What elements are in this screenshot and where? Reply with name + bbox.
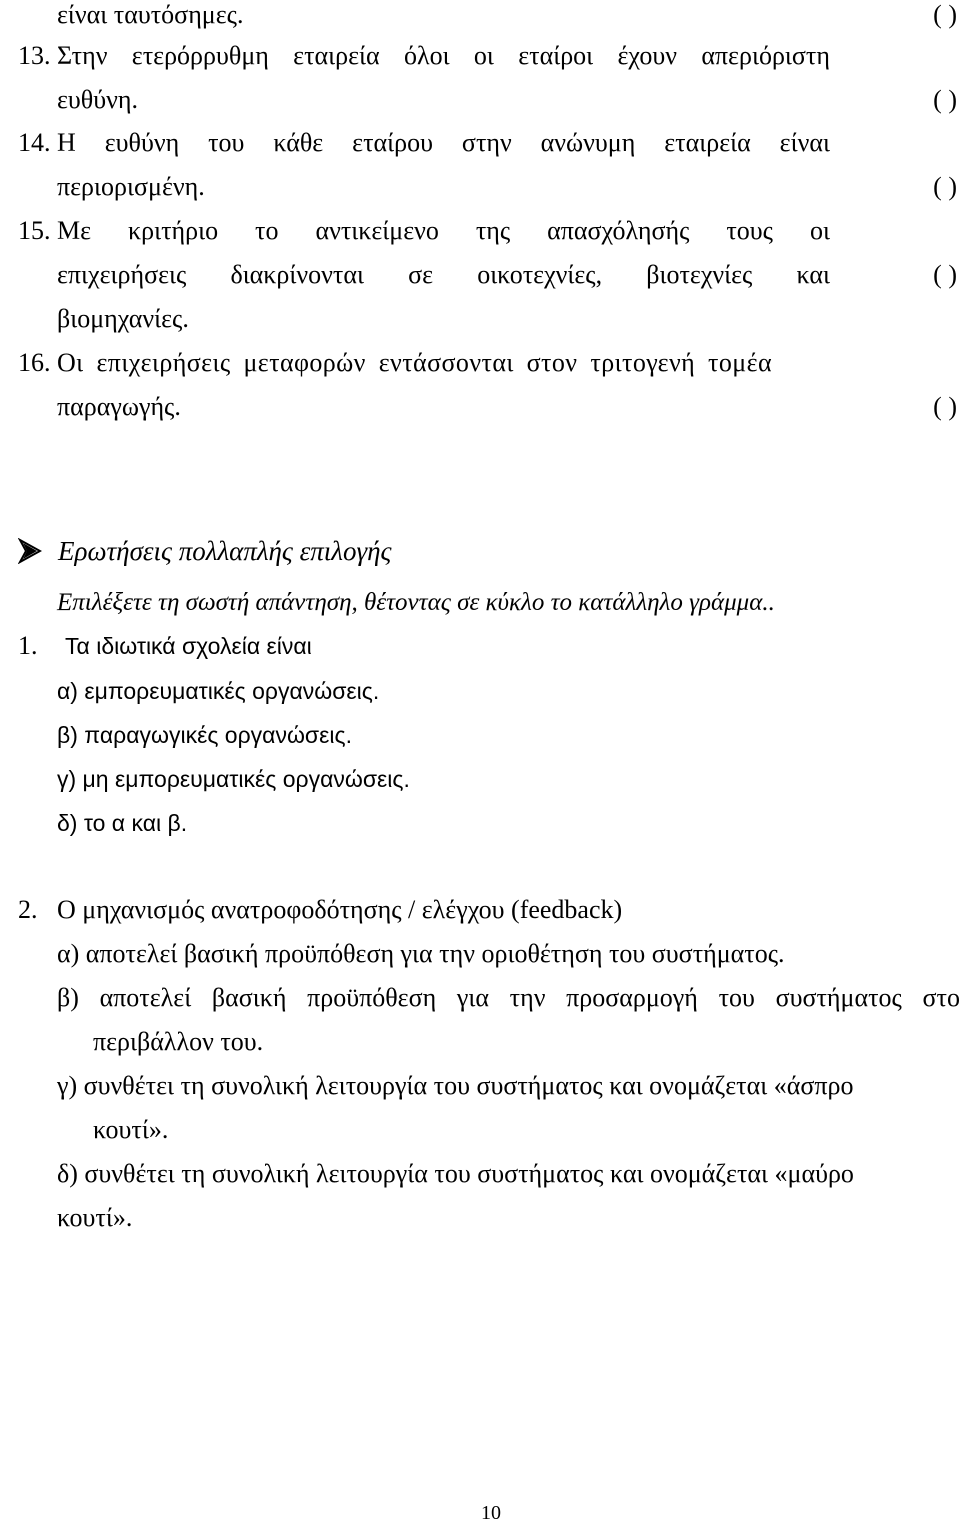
question-number: 1. bbox=[18, 631, 38, 660]
section-heading-row bbox=[18, 535, 392, 567]
word: Η bbox=[57, 128, 76, 157]
word: του bbox=[208, 128, 245, 157]
word: προσαρμογή bbox=[566, 983, 698, 1012]
statement-line: βιομηχανίες. bbox=[57, 304, 189, 333]
statement-line bbox=[57, 216, 830, 246]
word: στο bbox=[922, 983, 960, 1012]
word: στην bbox=[461, 128, 512, 157]
word: Στην bbox=[57, 41, 108, 70]
word: οι bbox=[809, 216, 830, 245]
statement-line: ευθύνη. bbox=[57, 85, 138, 114]
word: διακρίνονται bbox=[230, 260, 364, 289]
word: εταίρου bbox=[352, 128, 433, 157]
word: εταίροι bbox=[518, 41, 594, 70]
word: ανώνυμη bbox=[540, 128, 636, 157]
word: απασχόλησής bbox=[547, 216, 690, 245]
answer-option: γ) συνθέτει τη συνολική λειτουργία του συστήματος και ονομάζεται «άσπρο bbox=[57, 1071, 854, 1100]
word: συστήματος bbox=[775, 983, 902, 1012]
statement-line bbox=[57, 260, 830, 290]
word: τους bbox=[726, 216, 773, 245]
word: β) bbox=[57, 983, 79, 1012]
word: εταιρεία bbox=[293, 41, 380, 70]
word: εταιρεία bbox=[664, 128, 751, 157]
answer-option: α) εμπορευματικές οργανώσεις. bbox=[57, 678, 380, 704]
word: κάθε bbox=[273, 128, 324, 157]
word: βιοτεχνίες bbox=[646, 260, 753, 289]
word: και bbox=[796, 260, 830, 289]
question-number: 13. bbox=[18, 41, 51, 70]
answer-option: γ) μη εμπορευματικές οργανώσεις. bbox=[57, 766, 410, 792]
word: αντικείμενο bbox=[315, 216, 439, 245]
answer-option: δ) το α και β. bbox=[57, 810, 188, 836]
question-text: Ο μηχανισμός ανατροφοδότησης / ελέγχου (feedback) bbox=[57, 895, 623, 924]
word: αποτελεί bbox=[99, 983, 192, 1012]
statement-fragment: είναι ταυτόσημες. bbox=[57, 0, 244, 29]
word: για bbox=[456, 983, 489, 1012]
word: την bbox=[509, 983, 546, 1012]
answer-blank: ( ) bbox=[933, 0, 957, 29]
word: επιχειρήσεις bbox=[57, 260, 187, 289]
word: βασική bbox=[211, 983, 287, 1012]
section-heading: Ερωτήσεις πολλαπλής επιλογής bbox=[58, 535, 392, 566]
instruction-text: Επιλέξετε τη σωστή απάντηση, θέτοντας σε κύκλο το κατάλληλο γράμμα.. bbox=[57, 589, 775, 616]
statement-line: Οι επιχειρήσεις μεταφορών εντάσσονται στον τριτογενή τομέα bbox=[57, 348, 772, 377]
answer-option: δ) συνθέτει τη συνολική λειτουργία του συστήματος και ονομάζεται «μαύρο bbox=[57, 1159, 854, 1188]
answer-blank: ( ) bbox=[933, 260, 957, 289]
question-number: 2. bbox=[18, 895, 38, 924]
answer-option: α) αποτελεί βασική προϋπόθεση για την οριοθέτηση του συστήματος. bbox=[57, 939, 785, 968]
word: κριτήριο bbox=[128, 216, 219, 245]
answer-option-continuation: κουτί». bbox=[57, 1203, 133, 1232]
question-number: 16. bbox=[18, 348, 51, 377]
word: είναι bbox=[779, 128, 830, 157]
statement-line: περιορισμένη. bbox=[57, 172, 205, 201]
answer-option: β) παραγωγικές οργανώσεις. bbox=[57, 722, 352, 748]
word: οι bbox=[473, 41, 494, 70]
word: Με bbox=[57, 216, 92, 245]
word: ετερόρρυθμη bbox=[131, 41, 269, 70]
word: όλοι bbox=[403, 41, 450, 70]
answer-blank: ( ) bbox=[933, 85, 957, 114]
word: σε bbox=[408, 260, 434, 289]
answer-option bbox=[57, 983, 960, 1013]
word: της bbox=[475, 216, 511, 245]
answer-option-continuation: κουτί». bbox=[93, 1115, 169, 1144]
answer-blank: ( ) bbox=[933, 172, 957, 201]
word: έχουν bbox=[617, 41, 677, 70]
word: ευθύνη bbox=[104, 128, 180, 157]
word: του bbox=[718, 983, 755, 1012]
word: απεριόριστη bbox=[701, 41, 830, 70]
word: προϋπόθεση bbox=[307, 983, 437, 1012]
answer-option-continuation: περιβάλλον του. bbox=[93, 1027, 264, 1056]
statement-line: παραγωγής. bbox=[57, 392, 181, 421]
statement-line bbox=[57, 41, 830, 71]
word: το bbox=[255, 216, 279, 245]
question-text: Τα ιδιωτικά σχολεία είναι bbox=[65, 633, 312, 659]
page-number: 10 bbox=[481, 1502, 501, 1524]
question-number: 14. bbox=[18, 128, 51, 157]
question-number: 15. bbox=[18, 216, 51, 245]
arrow-bullet-icon bbox=[18, 538, 42, 564]
statement-line bbox=[57, 128, 830, 158]
answer-blank: ( ) bbox=[933, 392, 957, 421]
word: οικοτεχνίες, bbox=[477, 260, 603, 289]
